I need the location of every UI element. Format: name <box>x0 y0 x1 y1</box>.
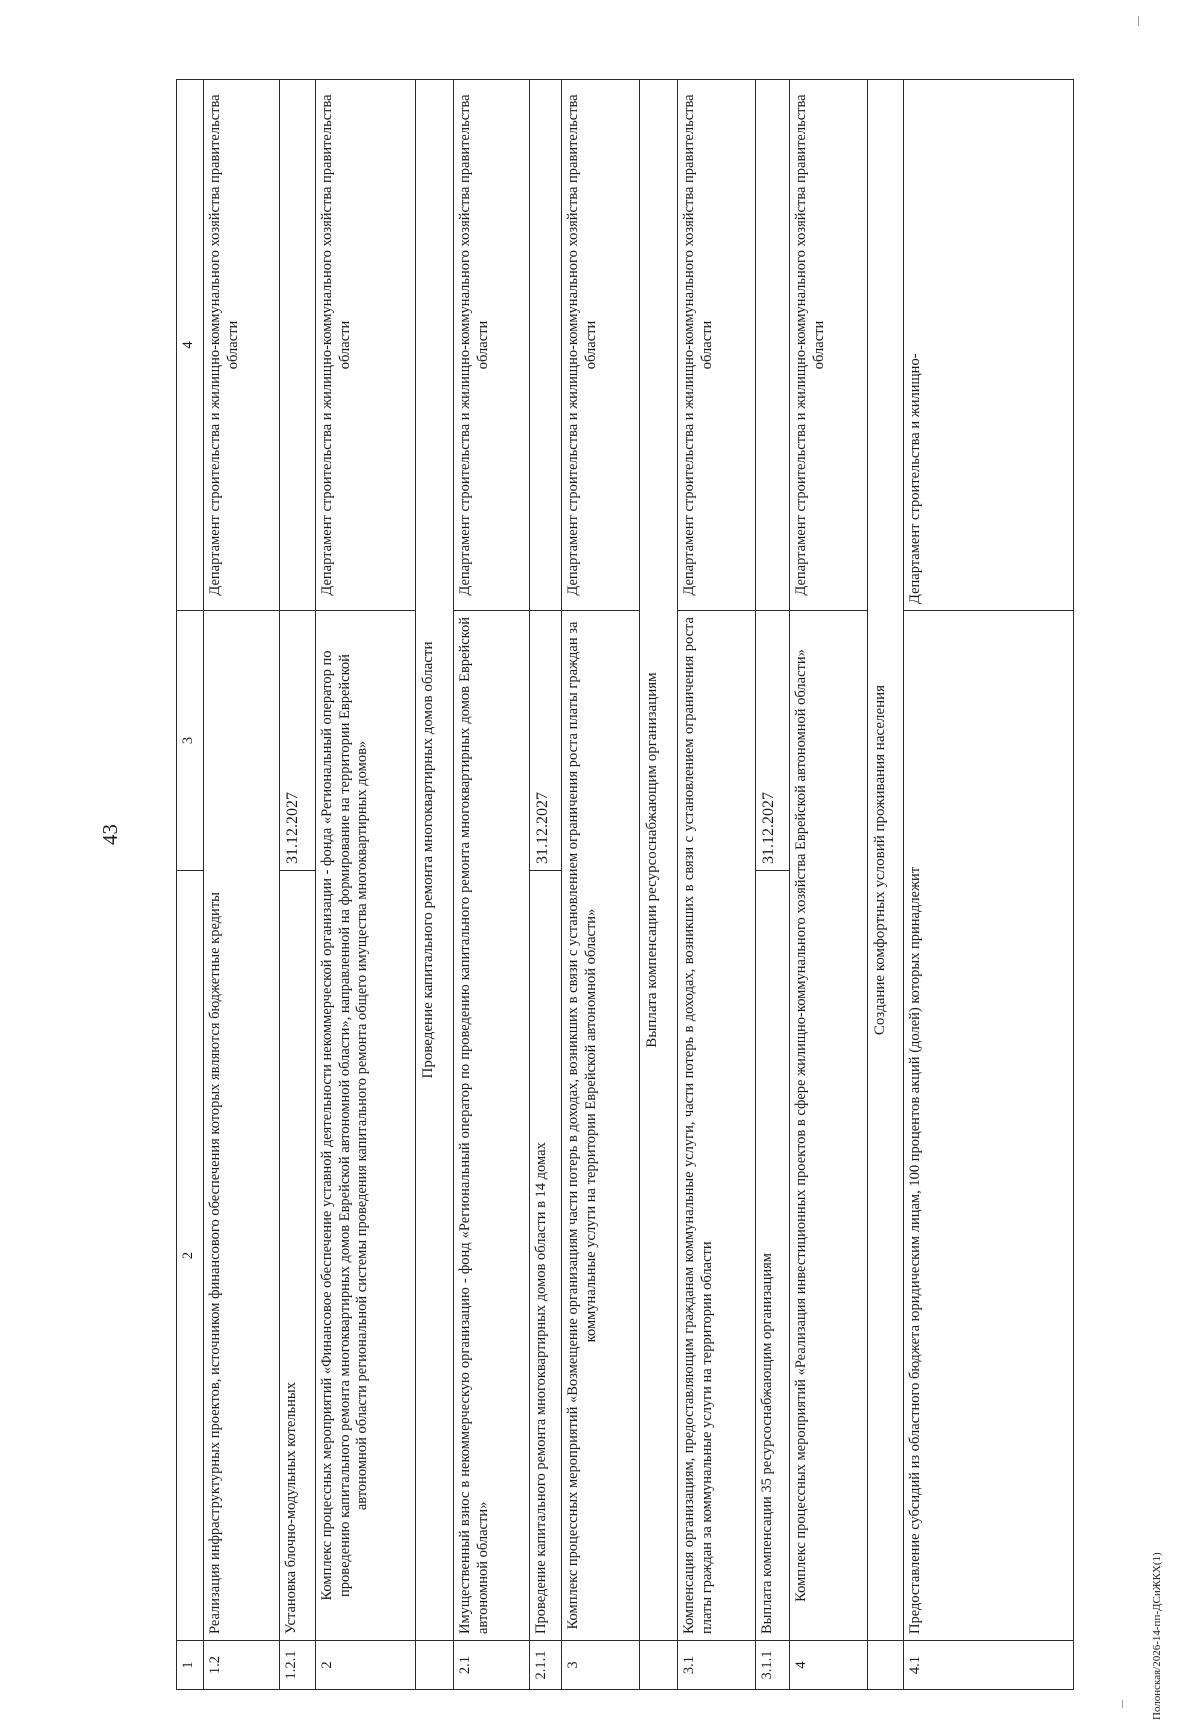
table-row <box>678 80 756 1690</box>
section-title: Выплата компенсации ресурсоснабжающим организациям <box>640 80 678 1641</box>
row-responsible: Департамент строительства и жилищно-коммунального хозяйства правительства области <box>204 80 280 611</box>
section-row <box>868 80 904 1690</box>
page-number: 43 <box>98 824 122 845</box>
row-description: Компенсация организациям, предоставляющим гражданам коммунальные услуги, части потерь в доходах, возникших в связи с установлением ограничения роста платы граждан за коммунальные услуги на территории области <box>678 611 756 1641</box>
table-row <box>316 80 416 1690</box>
column-header-3: 3 <box>177 611 204 871</box>
row-number <box>416 1641 454 1690</box>
row-number: 3.1.1 <box>756 1641 790 1690</box>
section-title: Создание комфортных условий проживания населения <box>868 80 904 1641</box>
row-description: Комплекс процессных мероприятий «Финансовое обеспечение уставной деятельности некоммерческой организации - фонда «Региональный оператор по проведению капитального ремонта многоквартирных домов Еврейской автономной области», направленной на формирование на территории Еврейской автономной области региональной системы проведения капитального ремонта общего имущества многоквартирных домов» <box>316 611 416 1641</box>
row-description: Выплата компенсации 35 ресурсоснабжающим организациям <box>756 871 790 1641</box>
header-row <box>177 80 204 1690</box>
row-description: Предоставление субсидий из областного бюджета юридическим лицам, 100 процентов акций (долей) которых принадлежит <box>904 611 1074 1641</box>
column-header-1: 1 <box>177 1641 204 1690</box>
row-description: Имущественный взнос в некоммерческую организацию - фонд «Региональный оператор по проведению капитального ремонта многоквартирных домов Еврейской автономной области» <box>454 611 530 1641</box>
scan-mark <box>1138 16 1139 26</box>
row-responsible: Департамент строительства и жилищно- <box>904 80 1074 611</box>
row-number: 4 <box>790 1641 868 1690</box>
row-responsible: Департамент строительства и жилищно-коммунального хозяйства правительства области <box>316 80 416 611</box>
column-header-2: 2 <box>177 871 204 1641</box>
row-number: 3 <box>562 1641 640 1690</box>
row-responsible: Департамент строительства и жилищно-коммунального хозяйства правительства области <box>678 80 756 611</box>
row-responsible <box>756 80 790 611</box>
section-title: Проведение капитального ремонта многоквартирных домов области <box>416 80 454 1641</box>
row-description: Установка блочно-модульных котельных <box>280 871 316 1641</box>
row-number: 2.1 <box>454 1641 530 1690</box>
plan-table <box>176 79 1074 1690</box>
table-row <box>204 80 280 1690</box>
row-responsible: Департамент строительства и жилищно-коммунального хозяйства правительства области <box>562 80 640 611</box>
row-number: 1.2.1 <box>280 1641 316 1690</box>
table-row <box>280 80 316 1690</box>
row-responsible <box>280 80 316 611</box>
row-deadline: 31.12.2027 <box>280 611 316 871</box>
rotated-table-container <box>176 80 1074 1690</box>
row-description: Реализация инфраструктурных проектов, источником финансового обеспечения которых являются бюджетные кредиты <box>204 611 280 1641</box>
row-number: 2.1.1 <box>530 1641 562 1690</box>
row-number: 4.1 <box>904 1641 1074 1690</box>
row-number: 3.1 <box>678 1641 756 1690</box>
row-deadline: 31.12.2027 <box>530 611 562 871</box>
row-deadline: 31.12.2027 <box>756 611 790 871</box>
row-number <box>640 1641 678 1690</box>
section-row <box>416 80 454 1690</box>
row-number <box>868 1641 904 1690</box>
table-row <box>904 80 1074 1690</box>
row-description: Комплекс процессных мероприятий «Реализация инвестиционных проектов в сфере жилищно-коммунального хозяйства Еврейской автономной области» <box>790 611 868 1641</box>
table-row <box>562 80 640 1690</box>
row-responsible <box>530 80 562 611</box>
row-description: Проведение капитального ремонта многоквартирных домов области в 14 домах <box>530 871 562 1641</box>
document-code-footer: Полонская/2026-14-пп-ДСиЖКХ(1) <box>1151 1552 1163 1720</box>
section-row <box>640 80 678 1690</box>
column-header-4: 4 <box>177 80 204 611</box>
row-number: 1.2 <box>204 1641 280 1690</box>
scan-mark <box>1122 1700 1123 1708</box>
row-responsible: Департамент строительства и жилищно-коммунального хозяйства правительства области <box>790 80 868 611</box>
table-row <box>454 80 530 1690</box>
row-description: Комплекс процессных мероприятий «Возмещение организациям части потерь в доходах, возникших в связи с установлением ограничения роста платы граждан за коммунальные услуги на территории Еврейской автономной области» <box>562 611 640 1641</box>
row-number: 2 <box>316 1641 416 1690</box>
table-row <box>530 80 562 1690</box>
table-row <box>790 80 868 1690</box>
row-responsible: Департамент строительства и жилищно-коммунального хозяйства правительства области <box>454 80 530 611</box>
table-row <box>756 80 790 1690</box>
